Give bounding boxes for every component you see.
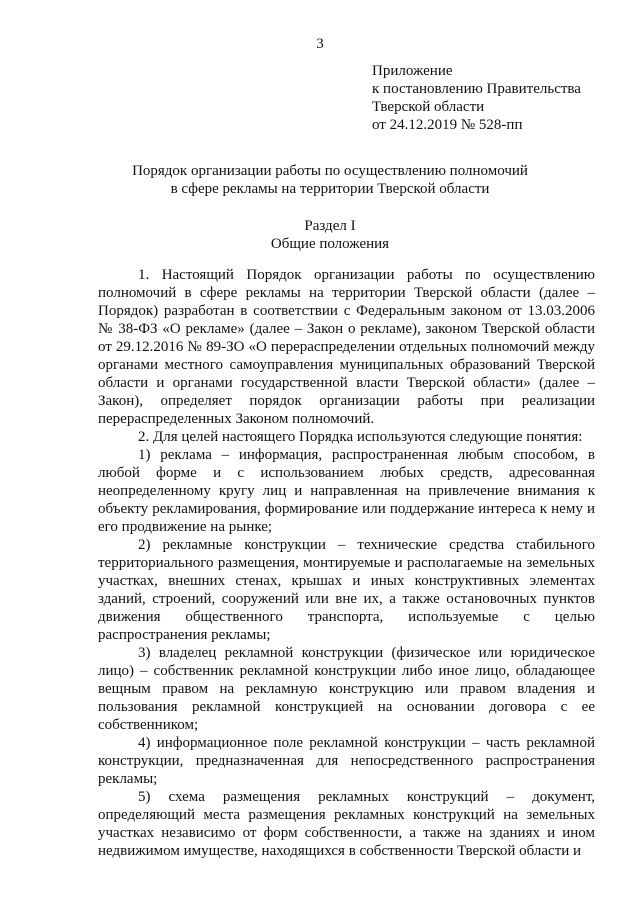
appendix-line: от 24.12.2019 № 528-пп [372, 117, 523, 133]
appendix-line: Приложение [372, 63, 453, 79]
section-name: Общие положения [270, 236, 390, 252]
appendix-line: Тверской области [372, 99, 485, 115]
paragraph: 4) информационное поле рекламной конструкции – часть рекламной конструкции, предназначенная для непосредственного распространения рекламы; [98, 735, 595, 787]
paragraph: 1. Настоящий Порядок организации работы по осуществлению полномочий в сфере рекламы на территории Тверской области (далее – Порядок) разработан в соответствии с Федеральным законом от 13.03.2006 № 38-ФЗ «О рекламе» (далее – Закон о рекламе), законом Тверской области от 29.12.2016 № 89-ЗО «О перераспределении отдельных полномочий между органами местного самоуправления муниципальных образований Тверской области и органами государственной власти Тверской области» (далее – Закон), определяет порядок организации работы при реализации перераспределенных Законом полномочий. [98, 267, 595, 427]
paragraph: 3) владелец рекламной конструкции (физическое или юридическое лицо) – собственник рекламной конструкции либо иное лицо, обладающее вещным правом на рекламную конструкцию или правом владения и пользования рекламной конструкцией на основании договора с ее собственником; [98, 645, 595, 733]
paragraph: 2. Для целей настоящего Порядка используются следующие понятия: [138, 429, 583, 445]
document-body [98, 266, 595, 860]
appendix-line: к постановлению Правительства [372, 81, 581, 97]
paragraph: 5) схема размещения рекламных конструкций – документ, определяющий места размещения рекламных конструкций на земельных участках независимо от форм собственности, а также на зданиях и ином недвижимом имуществе, находящихся в собственности Тверской области и [98, 789, 595, 859]
title-line: Порядок организации работы по осуществлению полномочий [132, 163, 528, 179]
document-title [80, 162, 580, 198]
appendix-block [372, 62, 581, 134]
paragraph: 2) рекламные конструкции – технические средства стабильного территориального размещения, монтируемые и располагаемые на земельных участках, внешних стенах, крышах и иных конструктивных элементах зданий, строений, сооружений или вне их, а также остановочных пунктов движения общественного транспорта, используемые с целью распространения рекламы; [98, 537, 595, 643]
paragraph: 1) реклама – информация, распространенная любым способом, в любой форме и с использованием любых средств, адресованная неопределенному кругу лиц и направленная на привлечение внимания к объекту рекламирования, формирование или поддержание интереса к нему и его продвижение на рынке; [98, 447, 595, 535]
title-line: в сфере рекламы на территории Тверской области [170, 181, 490, 197]
section-heading [80, 217, 580, 253]
section-number: Раздел I [304, 218, 356, 234]
page-number: 3 [316, 36, 324, 52]
